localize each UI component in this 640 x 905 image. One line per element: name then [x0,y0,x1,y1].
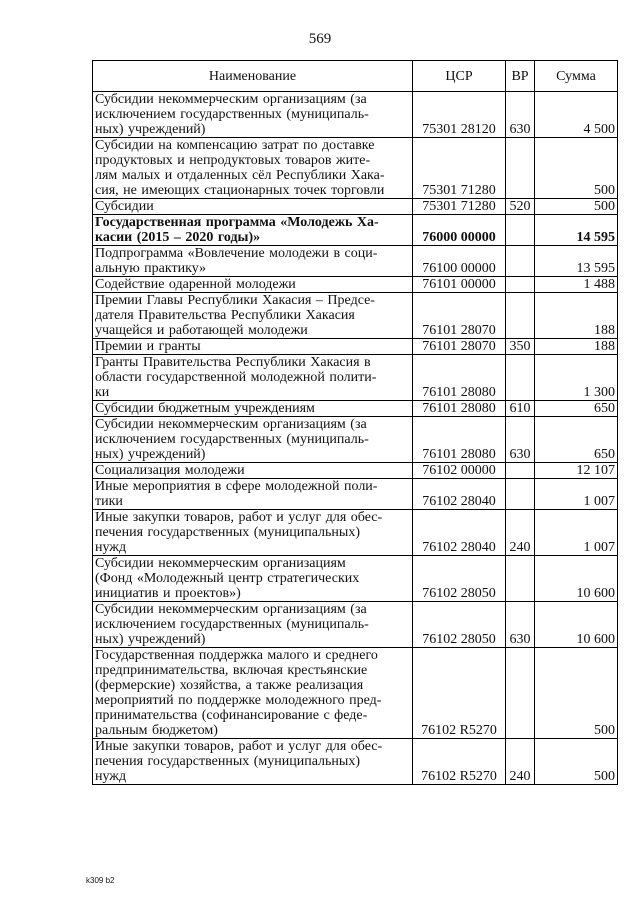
cell-name-line: нужд [95,540,127,555]
header-name: Наименование [93,61,413,92]
cell-name-line: лям малых и отдаленных сёл Республики Хака- [95,168,385,183]
cell-name [93,479,413,510]
cell-vr [506,277,535,293]
cell-name [93,463,413,479]
table-row [93,463,618,479]
cell-code: 75301 71280 [413,199,506,215]
table-row [93,417,618,463]
cell-code: 76000 00000 [413,215,506,246]
cell-vr: 350 [506,339,535,355]
cell-name-line: Гранты Правительства Республики Хакасия в [95,355,371,370]
cell-sum: 500 [535,138,618,199]
cell-code: 76101 28080 [413,355,506,401]
cell-name [93,215,413,246]
cell-name-line: Иные закупки товаров, работ и услуг для обес- [95,739,383,754]
cell-sum: 13 595 [535,246,618,277]
table-row [93,215,618,246]
cell-code: 76102 00000 [413,463,506,479]
cell-name-line: принимательства (софинансирование с феде- [95,708,368,723]
cell-name [93,246,413,277]
cell-name-line: Социализация молодежи [95,463,245,478]
footer-code: k309 b2 [86,876,115,885]
header-vr: ВР [506,61,535,92]
cell-code: 76100 00000 [413,246,506,277]
cell-name-line: альную практику» [95,261,207,276]
table-body [93,92,618,785]
cell-vr: 610 [506,401,535,417]
cell-sum: 500 [535,739,618,785]
cell-vr: 240 [506,510,535,556]
cell-vr [506,479,535,510]
cell-name-line: (Фонд «Молодежный центр стратегических [95,571,360,586]
cell-code: 76102 28040 [413,510,506,556]
cell-sum: 12 107 [535,463,618,479]
cell-name-line: Иные закупки товаров, работ и услуг для обес- [95,510,383,525]
cell-code: 76102 28040 [413,479,506,510]
cell-name [93,739,413,785]
table-row [93,510,618,556]
cell-name-line: Субсидии некоммерческим организациям (за [95,602,367,617]
cell-sum: 650 [535,401,618,417]
cell-name [93,417,413,463]
cell-vr [506,293,535,339]
cell-name [93,92,413,138]
cell-name-line: Содействие одаренной молодежи [95,277,296,292]
cell-name [93,355,413,401]
table-row [93,339,618,355]
cell-code: 76101 00000 [413,277,506,293]
cell-name-line: учащейся и работающей молодежи [95,323,308,338]
table-row [93,739,618,785]
cell-name-line: Премии Главы Республики Хакасия – Предсе- [95,293,375,308]
cell-code: 75301 28120 [413,92,506,138]
cell-sum: 1 007 [535,479,618,510]
cell-name-line: Субсидии на компенсацию затрат по доставке [95,138,375,153]
cell-sum: 500 [535,199,618,215]
cell-name-line: Премии и гранты [95,339,201,354]
cell-name-line: сия, не имеющих стационарных точек торговли [95,183,385,198]
budget-table [92,60,618,785]
cell-name-line: касии (2015 – 2020 годы)» [95,230,261,245]
cell-name [93,401,413,417]
table-row [93,293,618,339]
table-header-row [93,61,618,92]
cell-name-line: печения государственных (муниципальных) [95,525,360,540]
cell-name [93,648,413,739]
cell-vr: 630 [506,602,535,648]
cell-name-line: Подпрограмма «Вовлечение молодежи в соци- [95,246,378,261]
cell-name-line: Субсидии некоммерческим организациям (за [95,417,367,432]
table-row [93,479,618,510]
cell-sum: 188 [535,339,618,355]
cell-vr [506,138,535,199]
cell-name-line: ных) учреждений) [95,122,206,137]
cell-name-line: Субсидии [95,199,154,214]
cell-name-line: (фермерские) хозяйства, а также реализация [95,678,364,693]
cell-code: 76102 28050 [413,556,506,602]
table-row [93,246,618,277]
cell-vr [506,648,535,739]
cell-name [93,510,413,556]
cell-name-line: Иные мероприятия в сфере молодежной поли- [95,479,378,494]
cell-vr: 630 [506,92,535,138]
table-row [93,401,618,417]
cell-name-line: Государственная поддержка малого и среднего [95,648,378,663]
table-row [93,648,618,739]
cell-name-line: дателя Правительства Республики Хакасия [95,308,355,323]
cell-name-line: исключением государственных (муниципаль- [95,107,369,122]
cell-vr [506,246,535,277]
cell-name-line: нужд [95,769,127,784]
cell-name-line: продуктовых и непродуктовых товаров жите- [95,153,371,168]
cell-sum: 1 488 [535,277,618,293]
cell-name [93,293,413,339]
cell-vr [506,556,535,602]
cell-name [93,339,413,355]
cell-name-line: печения государственных (муниципальных) [95,754,360,769]
cell-name-line: Субсидии некоммерческим организациям (за [95,92,367,107]
cell-sum: 14 595 [535,215,618,246]
cell-name-line: Субсидии бюджетным учреждениям [95,401,315,416]
cell-code: 76102 28050 [413,602,506,648]
cell-vr [506,355,535,401]
cell-name-line: исключением государственных (муниципаль- [95,617,369,632]
cell-name [93,277,413,293]
cell-sum: 188 [535,293,618,339]
cell-vr [506,463,535,479]
cell-code: 76102 R5270 [413,739,506,785]
cell-name-line: Субсидии некоммерческим организациям [95,556,346,571]
cell-name [93,138,413,199]
cell-name [93,556,413,602]
cell-name-line: инициатив и проектов») [95,586,241,601]
cell-code: 75301 71280 [413,138,506,199]
cell-name-line: области государственной молодежной полити- [95,370,377,385]
cell-code: 76101 28080 [413,417,506,463]
cell-name-line: исключением государственных (муниципаль- [95,432,369,447]
table-row [93,556,618,602]
cell-name-line: ки [95,385,110,400]
cell-vr [506,215,535,246]
cell-name-line: ральным бюджетом) [95,723,218,738]
cell-code: 76101 28070 [413,293,506,339]
cell-sum: 1 300 [535,355,618,401]
cell-name-line: ных) учреждений) [95,447,206,462]
cell-vr: 520 [506,199,535,215]
cell-name [93,602,413,648]
cell-name-line: Государственная программа «Молодежь Ха- [95,215,379,230]
cell-name-line: тики [95,494,123,509]
cell-vr: 240 [506,739,535,785]
table-row [93,199,618,215]
header-sum: Сумма [535,61,618,92]
cell-sum: 10 600 [535,556,618,602]
table-row [93,355,618,401]
cell-sum: 500 [535,648,618,739]
cell-sum: 650 [535,417,618,463]
table-row [93,277,618,293]
cell-sum: 1 007 [535,510,618,556]
page-number: 569 [308,31,332,47]
cell-code: 76102 R5270 [413,648,506,739]
cell-vr: 630 [506,417,535,463]
cell-name [93,199,413,215]
header-code: ЦСР [413,61,506,92]
cell-sum: 4 500 [535,92,618,138]
cell-code: 76101 28080 [413,401,506,417]
table-row [93,92,618,138]
cell-name-line: мероприятий по поддержке молодежного пред- [95,693,382,708]
table-row [93,602,618,648]
cell-code: 76101 28070 [413,339,506,355]
cell-name-line: предпринимательства, включая крестьянские [95,663,368,678]
cell-name-line: ных) учреждений) [95,632,206,647]
cell-sum: 10 600 [535,602,618,648]
table-row [93,138,618,199]
